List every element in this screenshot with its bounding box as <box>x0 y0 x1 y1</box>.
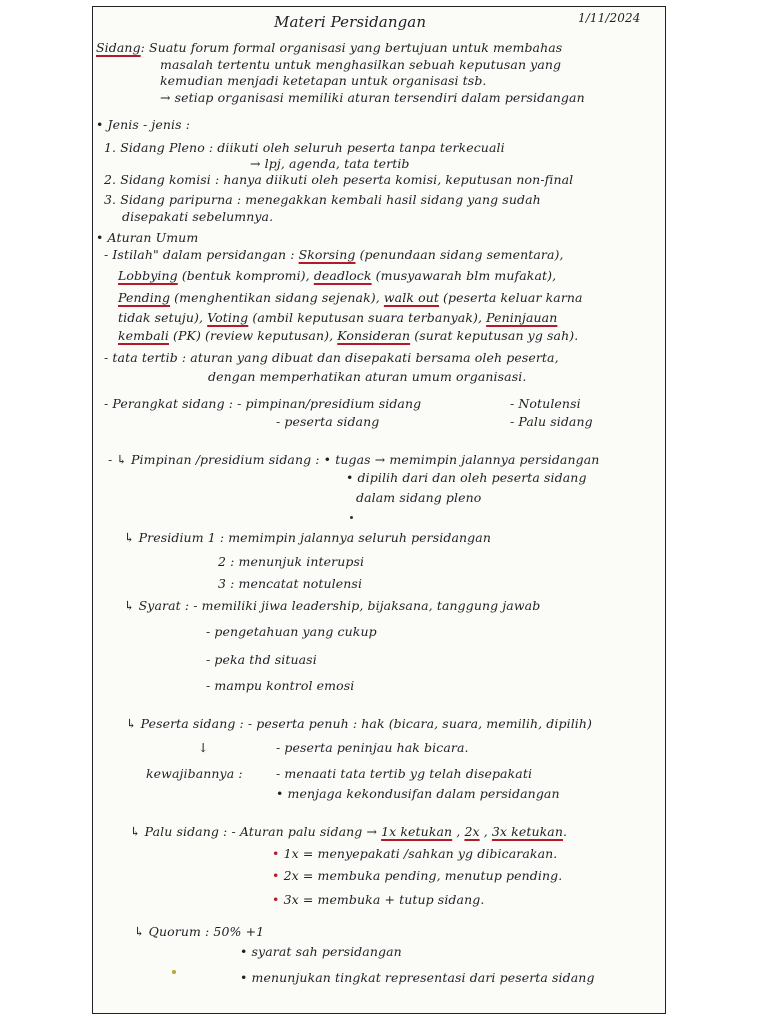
term-3x-ketukan: 3x ketukan <box>491 824 563 839</box>
tata-tertib-line-2: dengan memperhatikan aturan umum organisasi. <box>208 369 527 384</box>
term-kembali: kembali <box>118 328 169 343</box>
sidang-definition-line-4: → setiap organisasi memiliki aturan tersendiri dalam persidangan <box>160 90 585 105</box>
term-lobbying: Lobbying <box>118 268 178 283</box>
jenis-item-3-a: 3. Sidang paripurna : menegakkan kembali hasil sidang yang sudah <box>104 192 541 207</box>
palu-line-1: ↳ Palu sidang : - Aturan palu sidang → 1x ketukan , 2x , 3x ketukan. <box>130 824 568 839</box>
perangkat-peserta: - peserta sidang <box>276 414 380 429</box>
term-peninjauan: Peninjauan <box>486 310 558 325</box>
page-date: 1/11/2024 <box>578 11 641 25</box>
pimpinan-line-1: - ↳ Pimpinan /presidium sidang : • tugas → memimpin jalannya persidangan <box>108 452 600 467</box>
syarat-line-1: ↳ Syarat : - memiliki jiwa leadership, bijaksana, tanggung jawab <box>124 598 541 613</box>
term-walk-out: walk out <box>383 290 439 305</box>
sidang-definition-line-3: kemudian menjadi ketetapan untuk organisasi tsb. <box>160 73 487 88</box>
presidium-2: 2 : menunjuk interupsi <box>218 554 365 569</box>
tata-tertib-line-1: - tata tertib : aturan yang dibuat dan disepakati bersama oleh peserta, <box>104 350 559 365</box>
term-deadlock: deadlock <box>313 268 372 283</box>
jenis-item-1-sub: → lpj, agenda, tata tertib <box>250 156 410 171</box>
palu-bullet-3: • 3x = membuka + tutup sidang. <box>272 892 485 907</box>
ink-speck <box>172 970 176 974</box>
palu-bullet-1: • 1x = menyepakati /sahkan yg dibicarakan. <box>272 846 558 861</box>
presidium-1: ↳ Presidium 1 : memimpin jalannya seluruh persidangan <box>124 530 491 545</box>
pimpinan-line-3: dalam sidang pleno <box>356 490 482 505</box>
sidang-definition-line-1: Sidang: Suatu forum formal organisasi yang bertujuan untuk membahas <box>96 40 563 55</box>
sidang-term: Sidang <box>96 40 141 55</box>
kewajiban-1: - menaati tata tertib yg telah disepakati <box>276 766 533 781</box>
presidium-3: 3 : mencatat notulensi <box>218 576 363 591</box>
pimpinan-line-2: • dipilih dari dan oleh peserta sidang <box>346 470 587 485</box>
term-pending: Pending <box>118 290 171 305</box>
aturan-line-4: tidak setuju), Voting (ambil keputusan suara terbanyak), Peninjauan <box>118 310 558 325</box>
term-skorsing: Skorsing <box>298 247 356 262</box>
term-1x-ketukan: 1x ketukan <box>381 824 453 839</box>
kewajiban-label: kewajibannya : <box>146 766 243 781</box>
peserta-arrow: ↓ <box>198 740 209 755</box>
aturan-line-5: kembali (PK) (review keputusan), Konsideran (surat keputusan yg sah). <box>118 328 579 343</box>
jenis-item-3-b: disepakati sebelumnya. <box>122 209 274 224</box>
kewajiban-2: • menjaga kekondusifan dalam persidangan <box>276 786 560 801</box>
perangkat-palu: - Palu sidang <box>510 414 593 429</box>
aturan-line-1: - Istilah" dalam persidangan : Skorsing (penundaan sidang sementara), <box>104 247 564 262</box>
quorum-line-2: • syarat sah persidangan <box>240 944 402 959</box>
sidang-definition-line-2: masalah tertentu untuk menghasilkan sebuah keputusan yang <box>160 57 562 72</box>
term-konsideran: Konsideran <box>337 328 411 343</box>
syarat-line-2: - pengetahuan yang cukup <box>206 624 377 639</box>
aturan-line-3: Pending (menghentikan sidang sejenak), walk out (peserta keluar karna <box>118 290 583 305</box>
aturan-line-2: Lobbying (bentuk kompromi), deadlock (musyawarah blm mufakat), <box>118 268 557 283</box>
peserta-line-2: - peserta peninjau hak bicara. <box>276 740 469 755</box>
syarat-line-4: - mampu kontrol emosi <box>206 678 355 693</box>
quorum-line-1: ↳ Quorum : 50% +1 <box>134 924 265 939</box>
page-title: Materi Persidangan <box>274 13 427 31</box>
ink-dot <box>350 516 353 519</box>
term-voting: Voting <box>207 310 249 325</box>
syarat-line-3: - peka thd situasi <box>206 652 317 667</box>
quorum-line-3: • menunjukan tingkat representasi dari peserta sidang <box>240 970 595 985</box>
perangkat-line-1: - Perangkat sidang : - pimpinan/presidium sidang <box>104 396 422 411</box>
jenis-heading: • Jenis - jenis : <box>96 117 191 132</box>
jenis-item-2: 2. Sidang komisi : hanya diikuti oleh peserta komisi, keputusan non-final <box>104 172 574 187</box>
jenis-item-1: 1. Sidang Pleno : diikuti oleh seluruh peserta tanpa terkecuali <box>104 140 505 155</box>
perangkat-notulensi: - Notulensi <box>510 396 581 411</box>
palu-bullet-2: • 2x = membuka pending, menutup pending. <box>272 868 563 883</box>
peserta-line-1: ↳ Peserta sidang : - peserta penuh : hak (bicara, suara, memilih, dipilih) <box>126 716 593 731</box>
aturan-heading: • Aturan Umum <box>96 230 199 245</box>
term-2x: 2x <box>464 824 480 839</box>
